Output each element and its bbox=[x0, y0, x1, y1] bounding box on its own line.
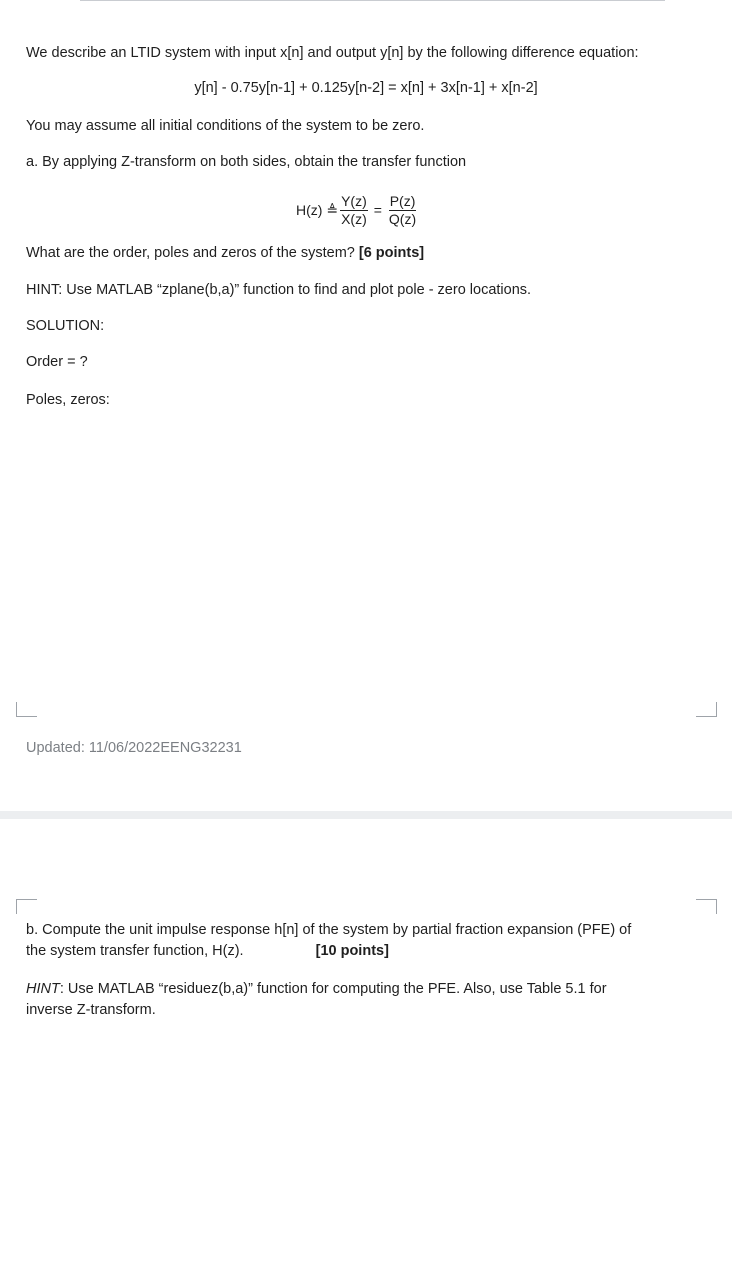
part-b-question bbox=[26, 920, 696, 962]
poles-zeros-label: Poles, zeros: bbox=[26, 392, 110, 408]
part-a-hint: HINT: Use MATLAB “zplane(b,a)” function to find and plot pole - zero locations. bbox=[26, 282, 532, 298]
part-b-hint-line-1 bbox=[26, 979, 696, 1000]
page-top-rule bbox=[80, 0, 665, 1]
margin-corner-mark bbox=[696, 899, 717, 914]
part-b-hint-line-2: inverse Z-transform. bbox=[26, 1002, 156, 1018]
part-a-instruction: a. By applying Z-transform on both sides, obtain the transfer function bbox=[26, 154, 467, 170]
fraction-y-numerator: Y(z) bbox=[341, 192, 367, 209]
assumption-text: You may assume all initial conditions of the system to be zero. bbox=[26, 118, 425, 134]
part-b-hint bbox=[26, 979, 696, 1021]
margin-corner-mark bbox=[696, 702, 717, 717]
fraction-x-denominator: X(z) bbox=[341, 210, 367, 227]
page-break bbox=[0, 811, 732, 819]
margin-corner-mark bbox=[16, 702, 37, 717]
part-b-hint-text: : Use MATLAB “residuez(b,a)” function for computing the PFE. Also, use Table 5.1 for bbox=[59, 981, 607, 997]
part-a-question-text: What are the order, poles and zeros of the system? bbox=[26, 245, 355, 261]
part-a-question bbox=[26, 243, 424, 263]
part-b-points: [10 points] bbox=[315, 943, 389, 959]
part-b-line-2-text: the system transfer function, H(z). bbox=[26, 943, 244, 959]
equals-sign: = bbox=[373, 202, 382, 218]
fraction-p-over-q bbox=[388, 194, 417, 227]
difference-equation: y[n] - 0.75y[n-1] + 0.125y[n-2] = x[n] + 3x[n-1] + x[n-2] bbox=[194, 80, 538, 96]
part-b-line-1: b. Compute the unit impulse response h[n] of the system by partial fraction expansion (PFE) of bbox=[26, 922, 632, 938]
footer-updated: Updated: 11/06/2022EENG32231 bbox=[26, 740, 242, 756]
fraction-p-numerator: P(z) bbox=[389, 192, 416, 209]
order-label: Order = ? bbox=[26, 354, 88, 370]
transfer-function-equation bbox=[296, 190, 419, 230]
fraction-q-denominator: Q(z) bbox=[388, 210, 417, 227]
tf-lhs: H(z) ≜ bbox=[296, 201, 339, 218]
solution-label: SOLUTION: bbox=[26, 318, 105, 334]
margin-corner-mark bbox=[16, 899, 37, 914]
part-a-points: [6 points] bbox=[358, 245, 425, 261]
intro-text: We describe an LTID system with input x[n] and output y[n] by the following difference equation: bbox=[26, 45, 639, 61]
fraction-y-over-x bbox=[340, 194, 368, 227]
part-b-hint-label: HINT bbox=[26, 981, 60, 997]
part-b-line-2 bbox=[26, 941, 696, 962]
